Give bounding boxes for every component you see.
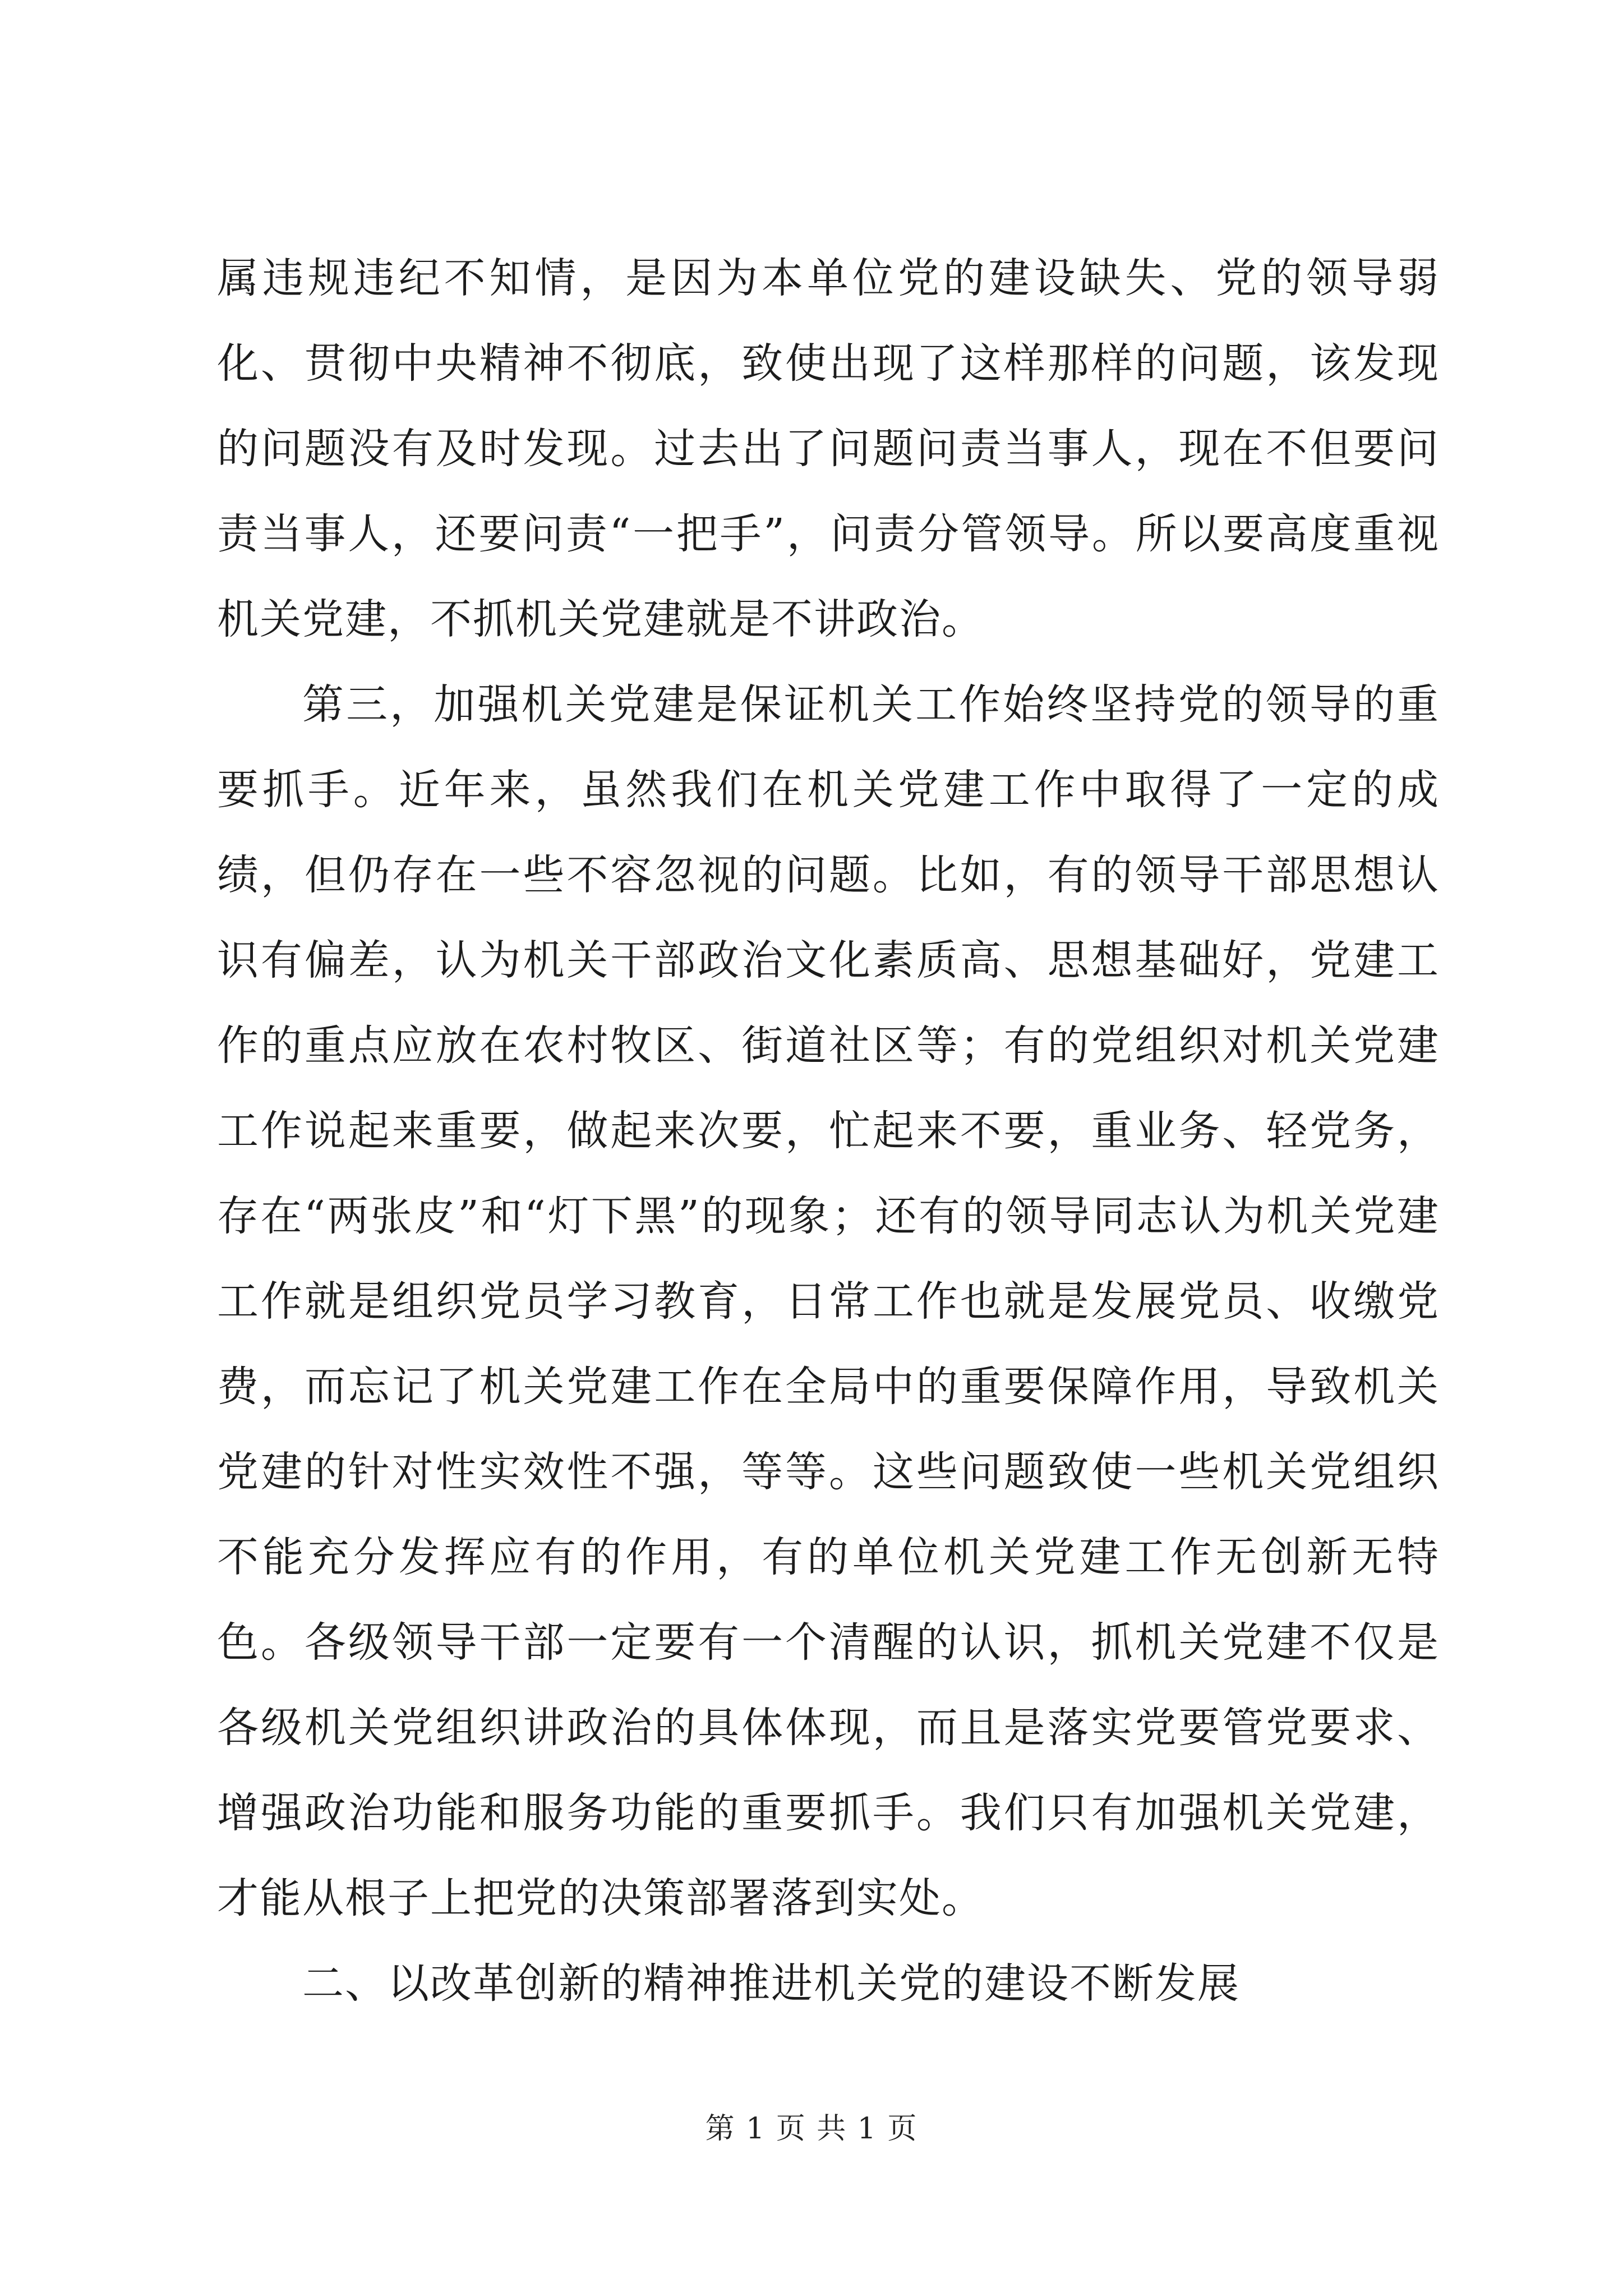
page-number-footer: 第 1 页 共 1 页	[705, 2112, 918, 2146]
paragraph-continuation: 属违规违纪不知情，是因为本单位党的建设缺失、党的领导弱化、贯彻中央精神不彻底，致使出现了这样那样的问题，该发现的问题没有及时发现。过去出了问题问责当事人，现在不但要问责当事人，还要问责“一把手”，问责分管领导。所以要高度重视机关党建，不抓机关党建就是不讲政治。	[217, 254, 1440, 643]
document-body	[217, 236, 1440, 2026]
section-heading-two: 二、以改革创新的精神推进机关党的建设不断发展	[302, 1959, 1240, 2008]
paragraph-third-point: 第三，加强机关党建是保证机关工作始终坚持党的领导的重要抓手。近年来，虽然我们在机关党建工作中取得了一定的成绩，但仍存在一些不容忽视的问题。比如，有的领导干部思想认识有偏差，认为机关干部政治文化素质高、思想基础好，党建工作的重点应放在农村牧区、街道社区等；有的党组织对机关党建工作说起来重要，做起来次要，忙起来不要，重业务、轻党务，存在“两张皮”和“灯下黑”的现象；还有的领导同志认为机关党建工作就是组织党员学习教育，日常工作也就是发展党员、收缴党费，而忘记了机关党建工作在全局中的重要保障作用，导致机关党建的针对性实效性不强，等等。这些问题致使一些机关党组织不能充分发挥应有的作用，有的单位机关党建工作无创新无特色。各级领导干部一定要有一个清醒的认识，抓机关党建不仅是各级机关党组织讲政治的具体体现，而且是落实党要管党要求、增强政治功能和服务功能的重要抓手。我们只有加强机关党建，才能从根子上把党的决策部署落到实处。	[217, 680, 1440, 1922]
